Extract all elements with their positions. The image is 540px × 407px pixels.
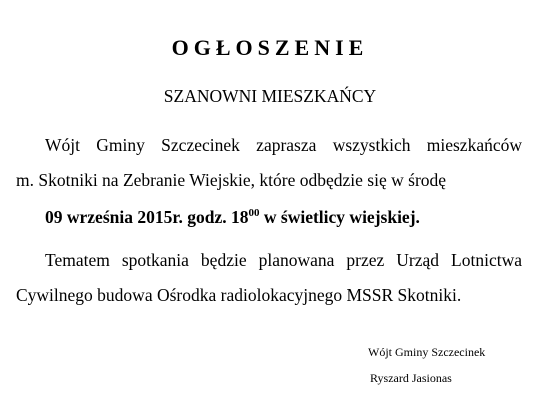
- paragraph2-line1: Tematem spotkania będzie planowana przez Urząd Lotnictwa: [45, 250, 522, 270]
- signature-office: Wójt Gminy Szczecinek: [368, 345, 486, 359]
- signature-name: Ryszard Jasionas: [370, 371, 452, 385]
- meeting-date-line: [45, 206, 420, 228]
- salutation: SZANOWNI MIESZKAŃCY: [163, 86, 377, 106]
- paragraph1-line1: Wójt Gminy Szczecinek zaprasza wszystkich mieszkańców: [45, 135, 522, 155]
- meeting-time-minutes: 00: [248, 207, 260, 219]
- meeting-place: w świetlicy wiejskiej.: [259, 207, 420, 227]
- meeting-date-time: 09 września 2015r. godz. 18: [45, 207, 249, 227]
- paragraph1-line2: m. Skotniki na Zebranie Wiejskie, które odbędzie się w środę: [16, 170, 447, 190]
- announcement-title: OGŁOSZENIE: [171, 35, 369, 60]
- paragraph2-line2: Cywilnego budowa Ośrodka radiolokacyjnego MSSR Skotniki.: [16, 285, 462, 305]
